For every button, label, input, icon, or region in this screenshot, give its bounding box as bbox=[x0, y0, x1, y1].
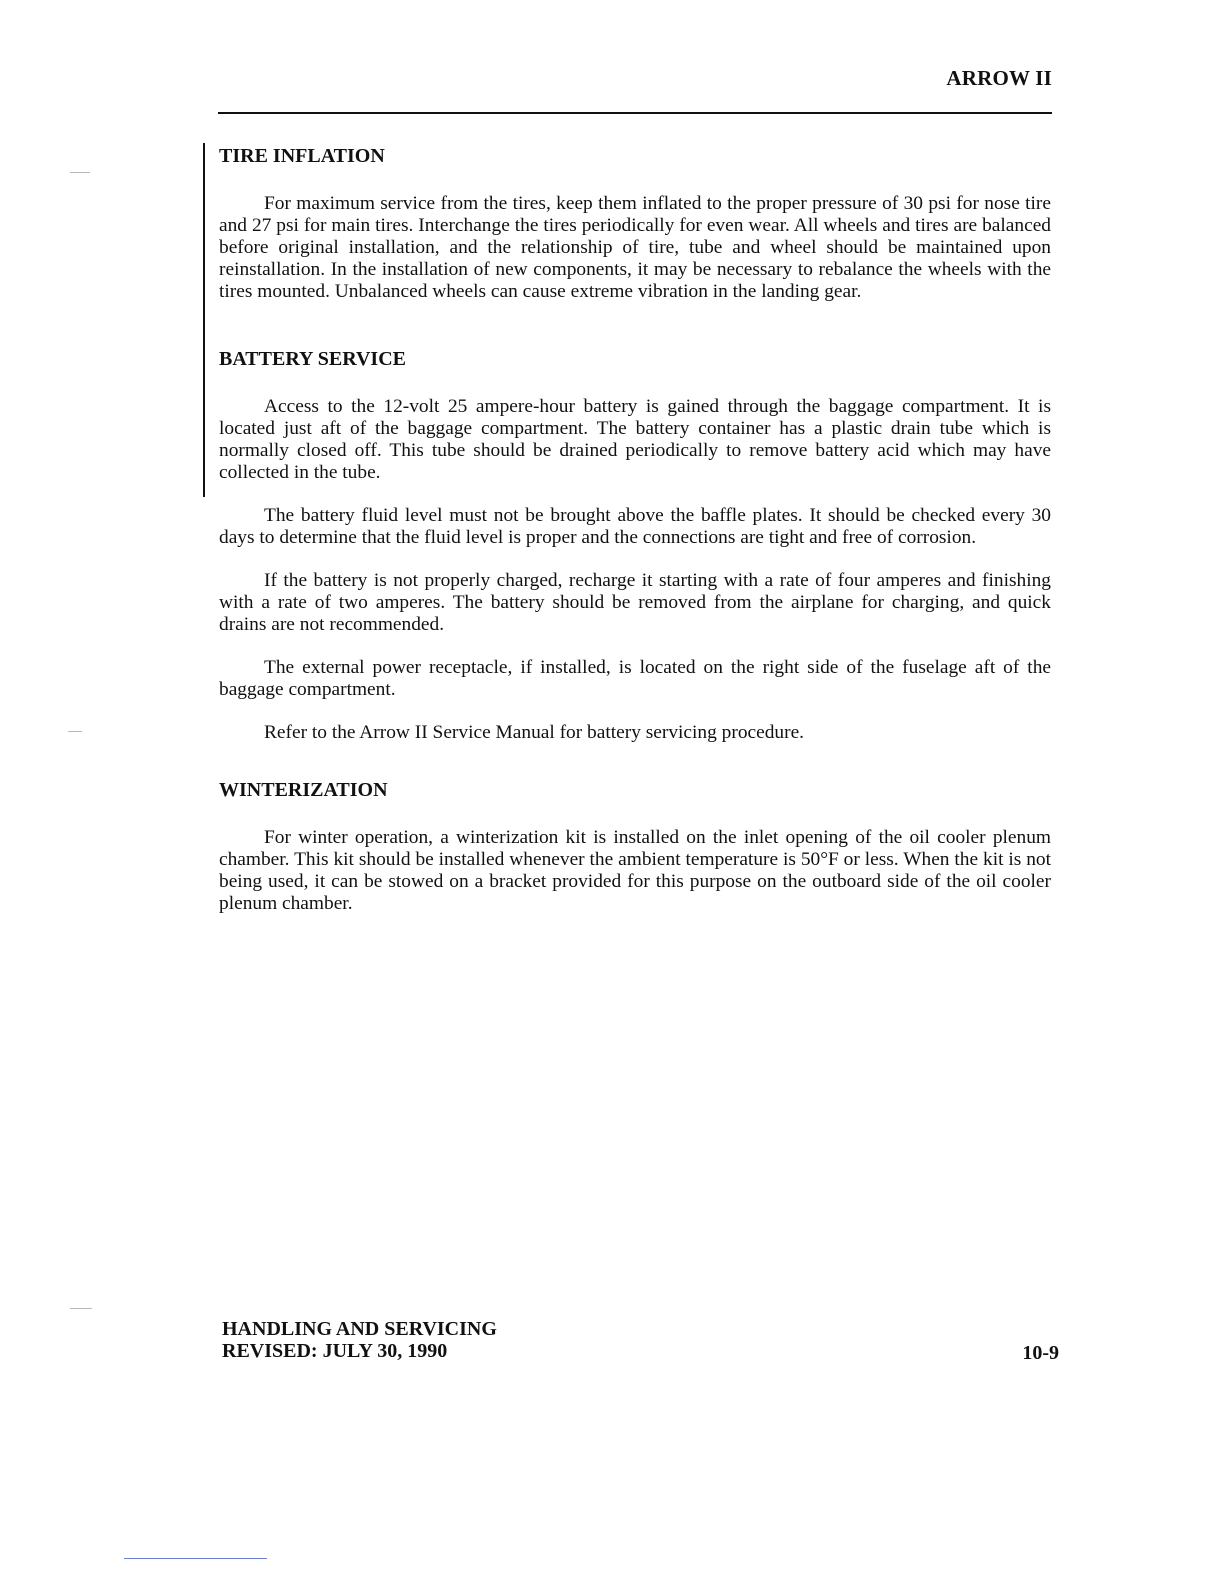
section-battery-service bbox=[219, 347, 1051, 744]
header-rule bbox=[218, 112, 1052, 114]
section-tire-inflation bbox=[219, 144, 1051, 303]
document-header-title: ARROW II bbox=[946, 66, 1052, 90]
paragraph: The external power receptacle, if installed, is located on the right side of the fuselage aft of the baggage compartment. bbox=[219, 657, 1051, 700]
paragraph: Refer to the Arrow II Service Manual for battery servicing procedure. bbox=[264, 722, 805, 743]
section-winterization bbox=[219, 778, 1051, 915]
page-number: 10-9 bbox=[1022, 1342, 1059, 1364]
footer-revision-date: REVISED: JULY 30, 1990 bbox=[222, 1340, 448, 1362]
document-footer bbox=[222, 1318, 497, 1362]
scan-edge-line bbox=[124, 1558, 267, 1559]
section-heading: BATTERY SERVICE bbox=[219, 348, 406, 370]
section-heading: TIRE INFLATION bbox=[219, 145, 385, 167]
paragraph: Access to the 12-volt 25 ampere-hour battery is gained through the baggage compartment. It is located just aft of the baggage compartment. The battery container has a plastic drain tube which is normally closed off. This tube should be drained periodically to remove battery acid which may have collected in the tube. bbox=[219, 396, 1051, 483]
scan-artifact bbox=[70, 172, 90, 173]
page-content bbox=[219, 144, 1051, 915]
paragraph: If the battery is not properly charged, recharge it starting with a rate of four amperes and finishing with a rate of two amperes. The battery should be removed from the airplane for charging, and quick drains are not recommended. bbox=[219, 570, 1051, 635]
footer-chapter-title: HANDLING AND SERVICING bbox=[222, 1318, 497, 1340]
scan-artifact bbox=[68, 731, 82, 732]
paragraph: For maximum service from the tires, keep them inflated to the proper pressure of 30 psi for nose tire and 27 psi for main tires. Interchange the tires periodically for even wear. All wheels and tires are balanced before original installation, and the relationship of tire, tube and wheel should be maintained upon reinstallation. In the installation of new components, it may be necessary to rebalance the wheels with the tires mounted. Unbalanced wheels can cause extreme vibration in the landing gear. bbox=[219, 193, 1051, 302]
revision-change-bar bbox=[203, 143, 205, 497]
scan-artifact bbox=[70, 1308, 92, 1309]
paragraph: For winter operation, a winterization kit is installed on the inlet opening of the oil cooler plenum chamber. This kit should be installed whenever the ambient temperature is 50°F or less. When the kit is not being used, it can be stowed on a bracket provided for this purpose on the outboard side of the oil cooler plenum chamber. bbox=[219, 827, 1051, 914]
paragraph: The battery fluid level must not be brought above the baffle plates. It should be checked every 30 days to determine that the fluid level is proper and the connections are tight and free of corrosion. bbox=[219, 505, 1051, 548]
section-heading: WINTERIZATION bbox=[219, 779, 388, 801]
